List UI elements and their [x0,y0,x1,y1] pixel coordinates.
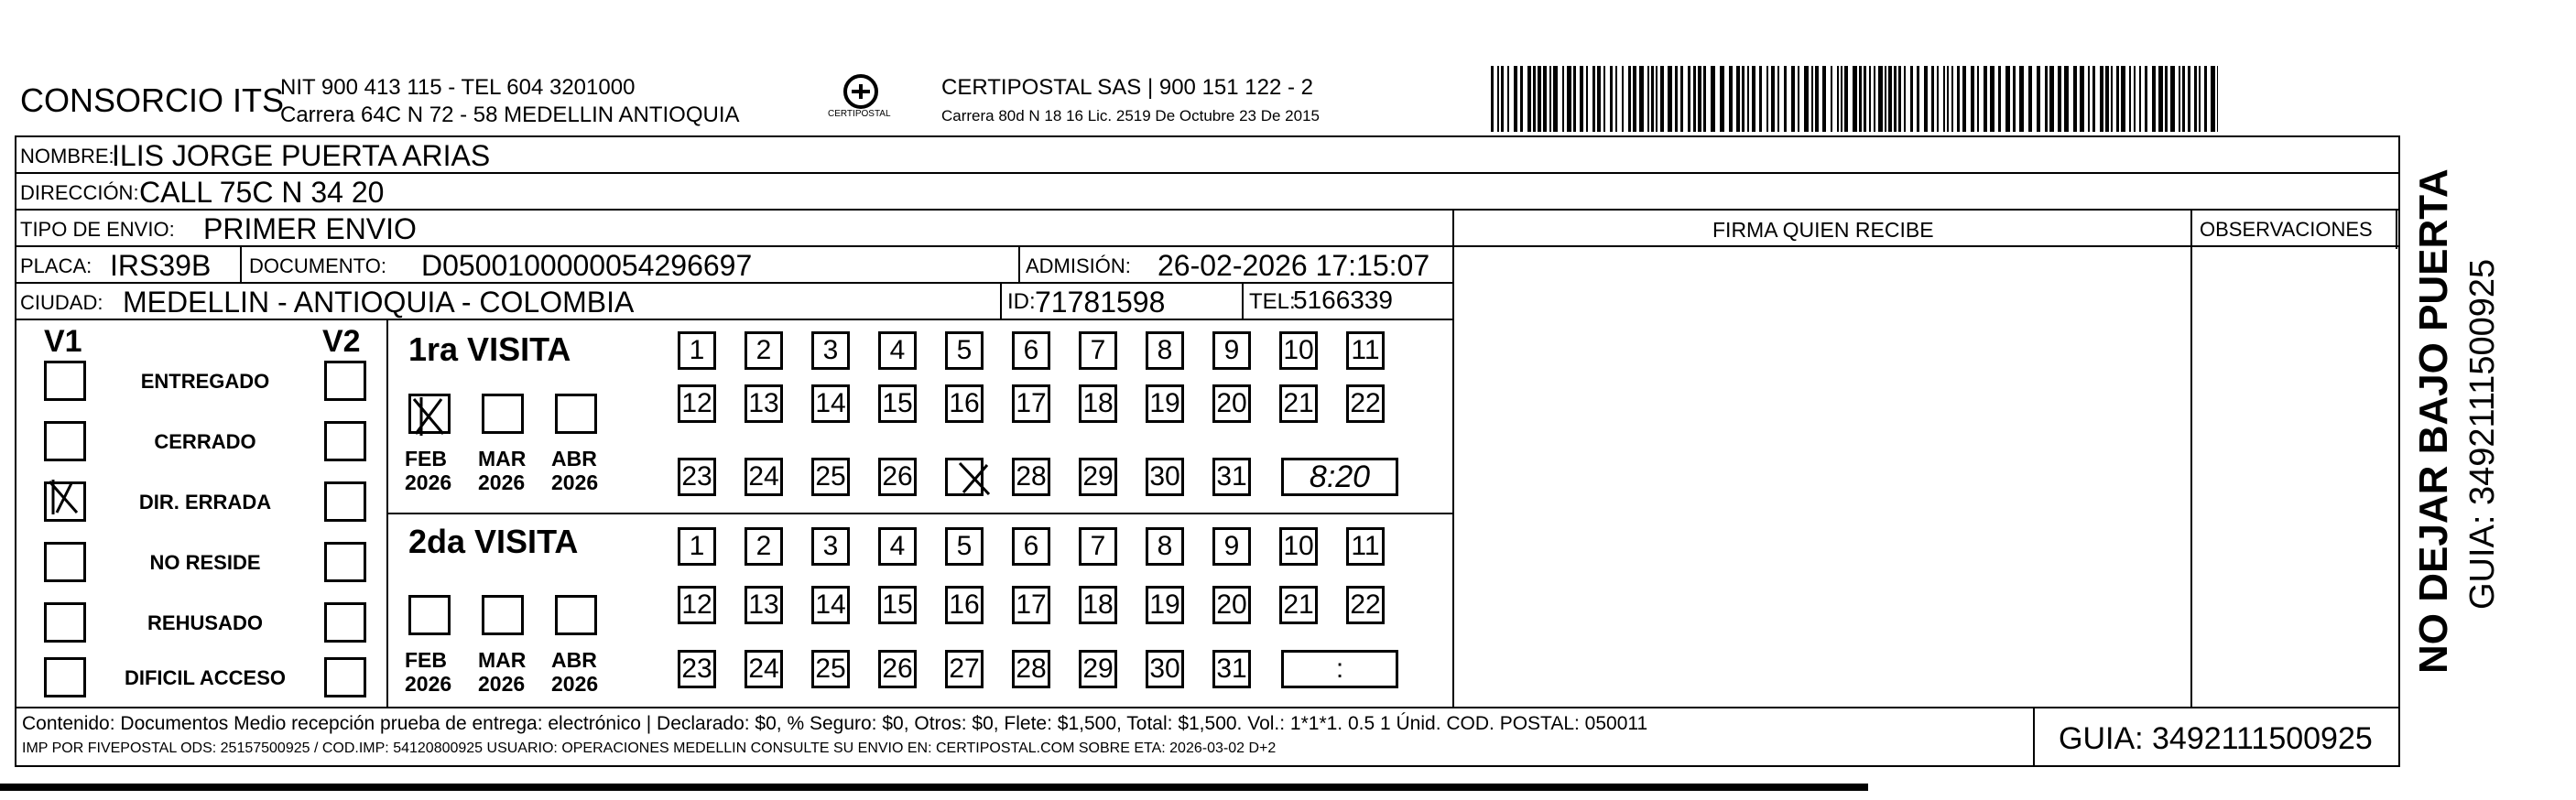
day-box[interactable] [745,527,783,566]
day-number: 6 [1023,531,1039,561]
v1-checkbox[interactable] [44,602,86,643]
direccion-label: DIRECCIÓN: [20,181,139,204]
day-number: 28 [1016,461,1047,492]
day-box[interactable] [878,458,917,496]
ciudad-value: MEDELLIN - ANTIOQUIA - COLOMBIA [123,286,635,319]
day-number: 5 [956,531,973,561]
v1-header: V1 [44,324,82,359]
year-label: 2026 [551,470,599,494]
documento-value: D0500100000054296697 [421,249,753,282]
direccion-value: CALL 75C N 34 20 [139,176,385,209]
day-box[interactable] [1079,650,1117,688]
day-number: 15 [882,589,913,620]
day-number: 8 [1157,531,1173,561]
day-number: 10 [1283,531,1314,561]
day-number: 4 [889,531,906,561]
day-box[interactable] [1346,586,1385,624]
day-number: 20 [1216,388,1247,418]
day-number: 2 [755,531,772,561]
day-number: 18 [1082,388,1114,418]
day-number: 10 [1283,335,1314,365]
bottom-rule [0,784,1868,791]
day-box[interactable] [1146,384,1184,423]
day-box[interactable] [1012,527,1050,566]
tel-value: 5166339 [1293,286,1394,314]
nombre-label: NOMBRE: [20,145,114,168]
certipostal-logo [826,71,896,132]
day-number: 3 [822,335,839,365]
certipostal-logo-icon [826,71,896,132]
day-box[interactable] [1079,527,1117,566]
id-label: ID: [1007,289,1036,314]
month-label: ABR [551,648,597,672]
day-number: 21 [1283,589,1314,620]
year-label: 2026 [478,672,526,696]
day-box[interactable] [1279,331,1318,370]
day-number: 15 [882,388,913,418]
day-box[interactable] [1212,586,1251,624]
month-checkbox[interactable] [555,394,597,434]
placa-label: PLACA: [20,254,92,277]
day-number: 19 [1149,388,1180,418]
company-name: CONSORCIO ITS [20,81,285,119]
day-box[interactable] [878,527,917,566]
status-label: DIFICIL ACCESO [124,666,286,689]
day-number: 13 [748,589,779,620]
day-box[interactable] [945,650,984,688]
day-number: 25 [815,461,846,492]
day-number: 23 [681,461,712,492]
day-number: 7 [1090,531,1106,561]
month-checkbox[interactable] [482,394,524,434]
day-box[interactable] [1079,331,1117,370]
carrier-name: CERTIPOSTAL SAS | 900 151 122 - 2 [941,75,1313,100]
day-box[interactable] [1146,527,1184,566]
day-box[interactable] [811,650,850,688]
logo-text: CERTIPOSTAL [828,109,891,119]
day-number: 11 [1351,335,1380,365]
company-address: Carrera 64C N 72 - 58 MEDELLIN ANTIOQUIA [280,103,740,127]
month-label: FEB [405,648,447,672]
day-number: 31 [1216,461,1247,492]
day-box[interactable] [1012,650,1050,688]
placa-value: IRS39B [110,249,212,282]
day-number: 8 [1157,335,1173,365]
tipo-envio-label: TIPO DE ENVIO: [20,218,175,241]
day-box[interactable] [1212,458,1251,496]
month-checkbox[interactable] [555,595,597,635]
day-box[interactable] [1212,331,1251,370]
day-number: 21 [1283,388,1314,418]
month-label: MAR [478,648,527,672]
barcode [1489,66,2222,132]
day-number: 6 [1023,335,1039,365]
day-box[interactable] [678,384,716,423]
tipo-envio-value: PRIMER ENVIO [203,212,417,245]
ciudad-label: CIUDAD: [20,291,103,314]
time-value: 8:20 [1309,459,1371,494]
day-box[interactable] [1012,331,1050,370]
day-box[interactable] [1079,458,1117,496]
day-number: 4 [889,335,906,365]
status-label: DIR. ERRADA [138,491,272,514]
day-box[interactable] [1012,384,1050,423]
day-box[interactable] [678,527,716,566]
day-box[interactable] [811,458,850,496]
day-number: 30 [1149,461,1180,492]
day-box[interactable] [811,586,850,624]
v2-checkbox[interactable] [324,602,366,643]
day-box[interactable] [678,650,716,688]
observaciones-label: OBSERVACIONES [2200,218,2373,241]
day-number: 13 [748,388,779,418]
day-box[interactable] [745,384,783,423]
day-number: 31 [1216,654,1247,684]
day-number: 12 [681,589,712,620]
day-box[interactable] [745,331,783,370]
day-number: 9 [1223,335,1240,365]
day-box[interactable] [1079,384,1117,423]
day-number: 29 [1082,654,1114,684]
month-checkbox[interactable] [408,595,451,635]
checkmark-dir-errada-icon [44,476,86,518]
tel-label: TEL: [1249,289,1296,314]
day-box[interactable] [811,331,850,370]
day-number: 16 [949,589,980,620]
documento-label: DOCUMENTO: [249,254,386,277]
v2-checkbox[interactable] [324,361,366,401]
day-number: 17 [1016,589,1047,620]
day-box[interactable] [945,331,984,370]
day-number: 27 [949,654,980,684]
year-label: 2026 [405,672,452,696]
day-number: 14 [815,388,846,418]
day-box[interactable] [1212,384,1251,423]
footer-guia: GUIA: 3492111500925 [2059,721,2373,756]
day-number: 1 [689,531,705,561]
v2-checkbox[interactable] [324,421,366,461]
day-box[interactable] [678,586,716,624]
day-box[interactable] [945,527,984,566]
day-number: 24 [748,461,779,492]
day-box[interactable] [1346,384,1385,423]
day-number: 14 [815,589,846,620]
side-warning: NO DEJAR BAJO PUERTA [2411,168,2456,674]
day-number: 22 [1350,589,1381,620]
day-box[interactable] [1012,458,1050,496]
day-number: 3 [822,531,839,561]
day-box[interactable] [1346,527,1385,566]
status-label: NO RESIDE [149,551,261,574]
day-number: 30 [1149,654,1180,684]
day-number: 20 [1216,589,1247,620]
month-checkbox[interactable] [482,595,524,635]
day-box[interactable] [811,384,850,423]
first-visit-time[interactable] [1281,458,1398,496]
second-visit-title: 2da VISITA [408,523,579,560]
day-box[interactable] [1212,650,1251,688]
day-box[interactable] [745,458,783,496]
side-warning-wrap [2411,165,2460,674]
day-number: 18 [1082,589,1114,620]
day-number: 5 [956,335,973,365]
status-label: CERRADO [154,430,256,453]
month-label: MAR [478,447,527,470]
day-number: 25 [815,654,846,684]
month-label: FEB [405,447,447,470]
id-value: 71781598 [1035,286,1166,319]
day-box[interactable] [1012,586,1050,624]
month-label: ABR [551,447,597,470]
day-number: 17 [1016,388,1047,418]
day-box[interactable] [811,527,850,566]
day-number: 11 [1351,531,1380,561]
admision-label: ADMISIÓN: [1026,254,1131,277]
footer-print-info: IMP POR FIVEPOSTAL ODS: 25157500925 / COD.IMP: 54120800925 USUARIO: OPERACIONES MEDELLIN CONSULTE SU ENVIO EN: CERTIPOSTAL.COM SOBRE ETA: 2026-03-02 D+2 [22,741,1277,756]
checkmark-day27-icon [956,459,993,498]
day-box[interactable] [1146,331,1184,370]
checkmark-feb-icon [408,395,451,438]
day-box[interactable] [878,586,917,624]
status-label: REHUSADO [147,611,263,634]
day-number: 29 [1082,461,1114,492]
day-number: 2 [755,335,772,365]
nombre-value: ILIS JORGE PUERTA ARIAS [112,139,491,172]
day-number: 26 [882,654,913,684]
day-box[interactable] [745,586,783,624]
day-box[interactable] [1146,586,1184,624]
day-box[interactable] [1146,650,1184,688]
firma-label: FIRMA QUIEN RECIBE [1712,218,1934,242]
day-number: 28 [1016,654,1047,684]
v1-checkbox[interactable] [44,657,86,697]
day-box[interactable] [878,384,917,423]
day-box[interactable] [1146,458,1184,496]
day-number: 22 [1350,388,1381,418]
v2-checkbox[interactable] [324,481,366,522]
day-box[interactable] [1279,527,1318,566]
v1-checkbox[interactable] [44,542,86,582]
v2-header: V2 [322,324,361,359]
year-label: 2026 [478,470,526,494]
day-box[interactable] [945,586,984,624]
year-label: 2026 [551,672,599,696]
carrier-address: Carrera 80d N 18 16 Lic. 2519 De Octubre 23 De 2015 [941,107,1320,124]
side-guia: GUIA: 3492111500925 [2463,258,2502,610]
day-box[interactable] [878,650,917,688]
day-number: 23 [681,654,712,684]
v2-checkbox[interactable] [324,542,366,582]
day-number: 16 [949,388,980,418]
first-visit-title: 1ra VISITA [408,330,571,368]
day-box[interactable] [878,331,917,370]
day-box[interactable] [745,650,783,688]
footer-content: Contenido: Documentos Medio recepción prueba de entrega: electrónico | Declarado: $0, % Seguro: $0, Otros: $0, Flete: $1,500, Total: $1,500. Vol.: 1*1*1. 0.5 1 Únid. COD. POSTAL: 050011 [22,713,1648,734]
time-value: : [1335,654,1344,684]
v1-checkbox[interactable] [44,421,86,461]
day-number: 7 [1090,335,1106,365]
side-guia-wrap [2465,225,2502,610]
day-number: 1 [689,335,705,365]
v1-checkbox[interactable] [44,361,86,401]
barcode-icon [1489,66,2222,132]
day-number: 12 [681,388,712,418]
day-box[interactable] [1079,586,1117,624]
day-box[interactable] [678,458,716,496]
company-nit: NIT 900 413 115 - TEL 604 3201000 [280,75,636,100]
day-number: 19 [1149,589,1180,620]
day-box[interactable] [945,384,984,423]
day-box[interactable] [678,331,716,370]
day-number: 9 [1223,531,1240,561]
day-number: 26 [882,461,913,492]
day-box[interactable] [1346,331,1385,370]
admision-value: 26-02-2026 17:15:07 [1158,249,1430,282]
year-label: 2026 [405,470,452,494]
v2-checkbox[interactable] [324,657,366,697]
day-box[interactable] [1212,527,1251,566]
status-label: ENTREGADO [140,370,270,393]
day-box[interactable] [1279,586,1318,624]
second-visit-time[interactable] [1281,650,1398,688]
day-number: 24 [748,654,779,684]
day-box[interactable] [1279,384,1318,423]
